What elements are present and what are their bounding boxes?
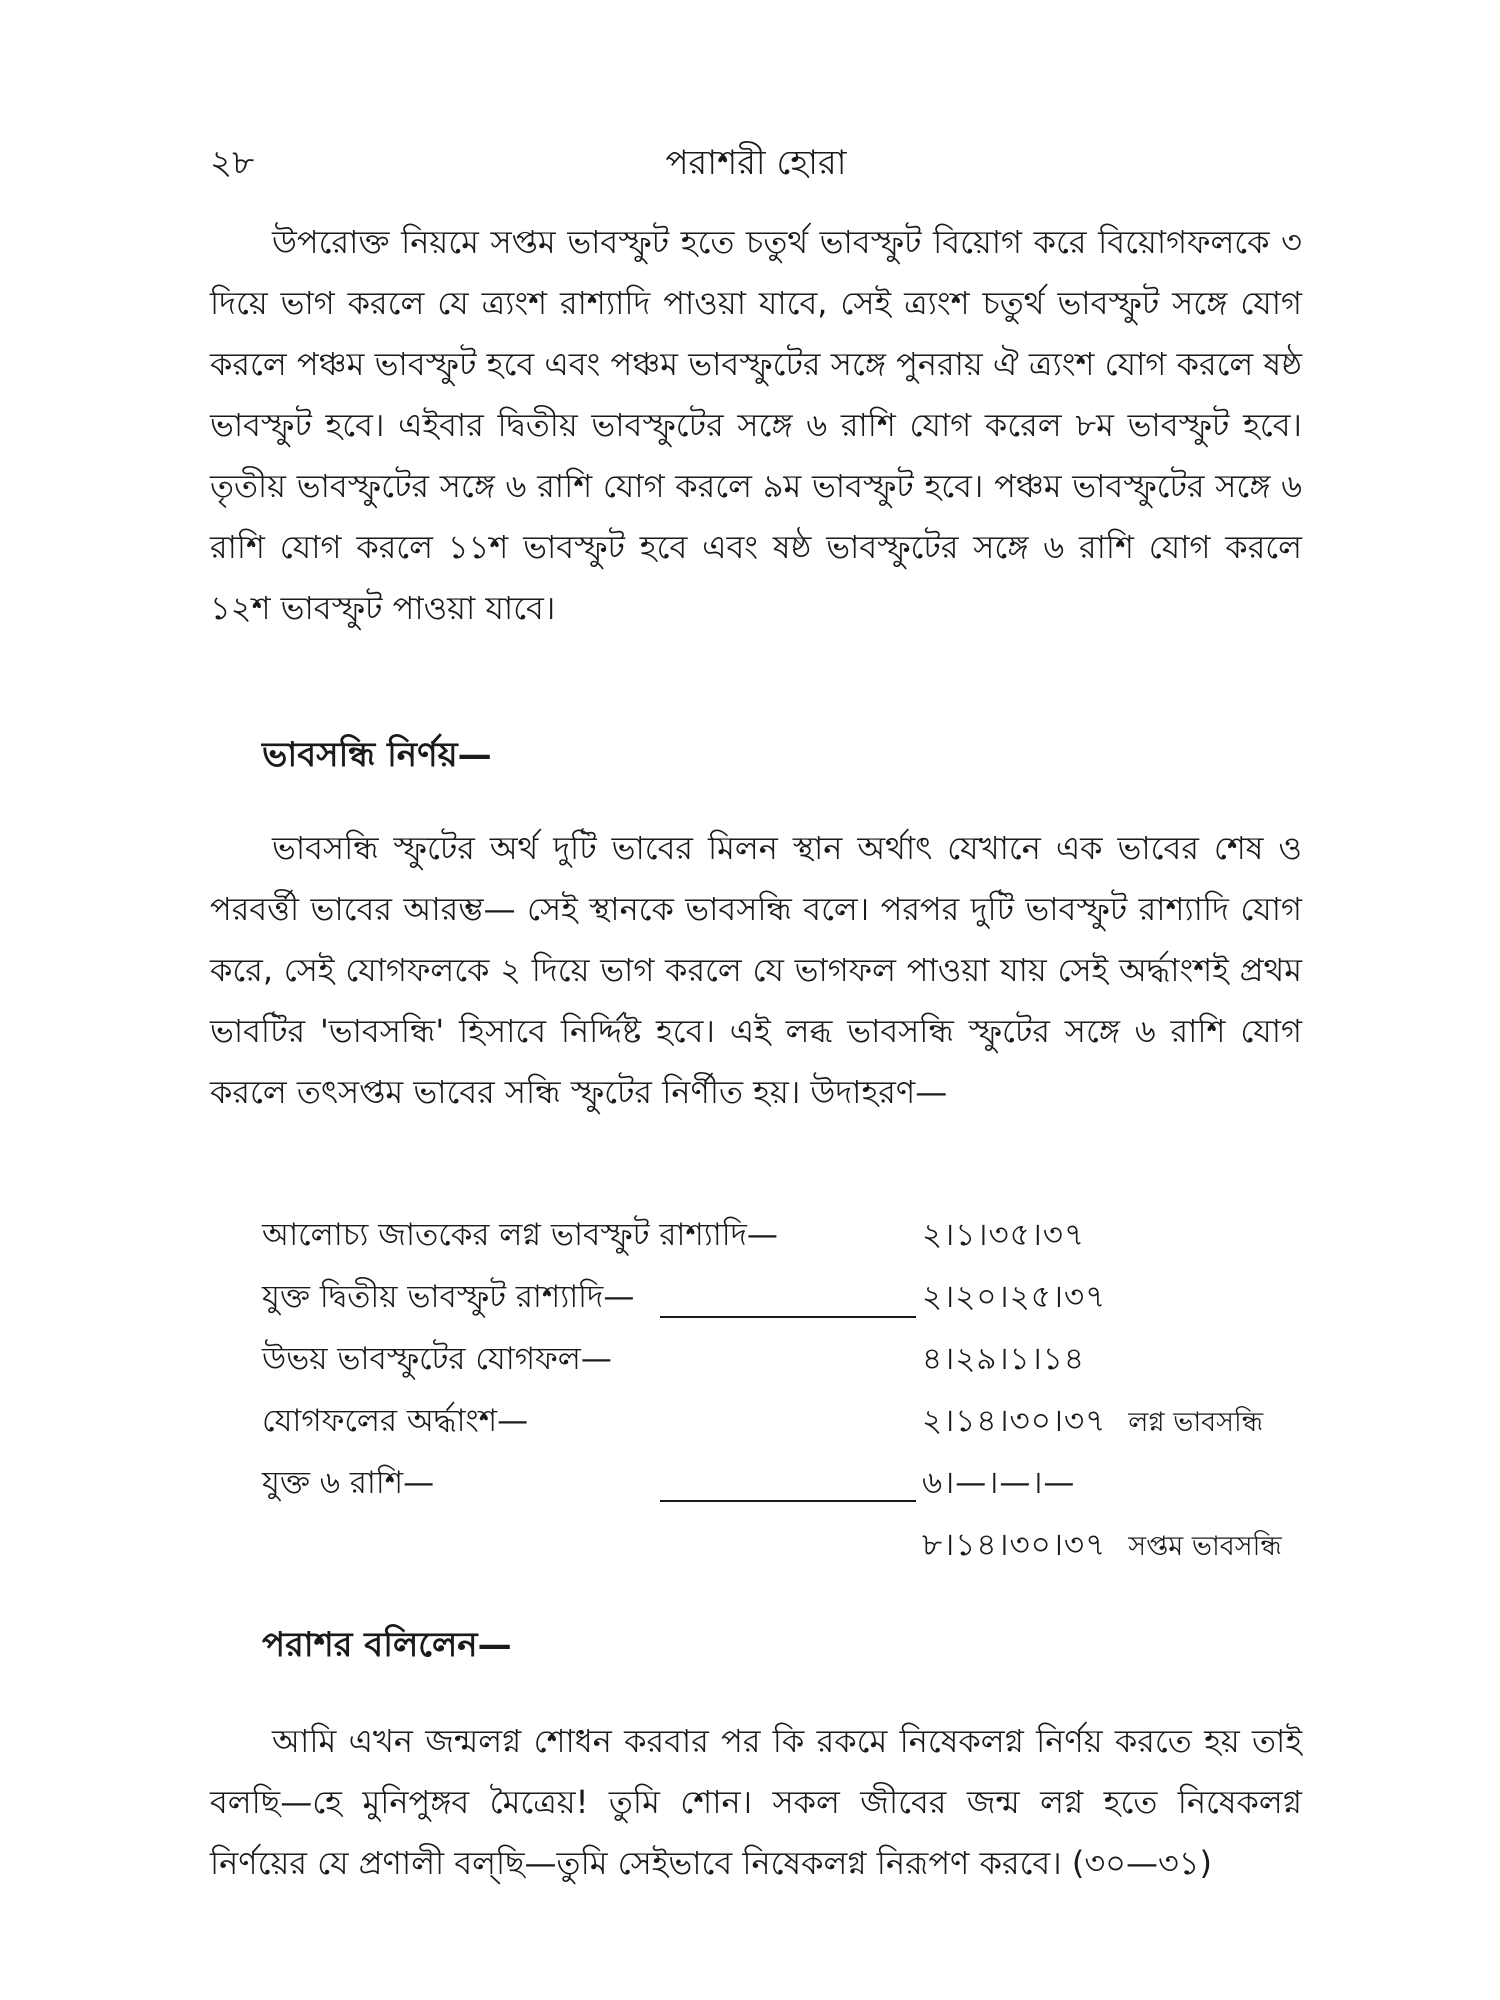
running-title: পরাশরী হোরা bbox=[665, 143, 847, 183]
calc-note-lagna-bhavasandhi: লগ্ন ভাবসন্ধি bbox=[1128, 1407, 1264, 1438]
paragraph-intro: উপরোক্ত নিয়মে সপ্তম ভাবস্ফুট হতে চতুর্থ ভাবস্ফুট বিয়োগ করে বিয়োগফলকে ৩ দিয়ে ভাগ করলে যে ত্র্যংশ রাশ্যাদি পাওয়া যাবে, সেই ত্র্যংশ চতুর্থ ভাবস্ফুট সঙ্গে যোগ করলে পঞ্চম ভাবস্ফুট হবে এবং পঞ্চম ভাবস্ফুটের সঙ্গে পুনরায় ঐ ত্র্যংশ যোগ করলে ষষ্ঠ ভাবস্ফুট হবে। এইবার দ্বিতীয় ভাবস্ফুটের সঙ্গে ৬ রাশি যোগ করেল ৮ম ভাবস্ফুট হবে। তৃতীয় ভাবস্ফুটের সঙ্গে ৬ রাশি যোগ করলে ৯ম ভাবস্ফুট হবে। পঞ্চম ভাবস্ফুটের সঙ্গে ৬ রাশি যোগ করলে ১১শ ভাবস্ফুট হবে এবং ষষ্ঠ ভাবস্ফুটের সঙ্গে ৬ রাশি যোগ করলে ১২শ ভাবস্ফুট পাওয়া যাবে। bbox=[210, 223, 1302, 627]
paragraph-bhavasandhi: ভাবসন্ধি স্ফুটের অর্থ দুটি ভাবের মিলন স্থান অর্থাৎ যেখানে এক ভাবের শেষ ও পরবর্ত্তী ভাবের আরম্ভ— সেই স্থানকে ভাবসন্ধি বলে। পরপর দুটি ভাবস্ফুট রাশ্যাদি যোগ করে, সেই যোগফলকে ২ দিয়ে ভাগ করলে যে ভাগফল পাওয়া যায় সেই অর্দ্ধাংশই প্রথম ভাবটির 'ভাবসন্ধি' হিসাবে নির্দ্দিষ্ট হবে। এই লব্ধ ভাবসন্ধি স্ফুটের সঙ্গে ৬ রাশি যোগ করলে তৎসপ্তম ভাবের সন্ধি স্ফুটের নির্ণীত হয়। উদাহরণ— bbox=[210, 829, 1302, 1111]
calc-value: ২।২০।২৫।৩৭ bbox=[922, 1279, 1107, 1315]
calc-row bbox=[262, 1204, 1302, 1266]
calc-label: যুক্ত ৬ রাশি— bbox=[262, 1465, 435, 1501]
calc-label: উভয় ভাবস্ফুটের যোগফল— bbox=[262, 1341, 612, 1377]
calc-row bbox=[262, 1452, 1302, 1514]
calc-row bbox=[262, 1266, 1302, 1328]
section-heading-parashar: পরাশর বলিলেন— bbox=[262, 1625, 512, 1665]
calc-value: ২।১।৩৫।৩৭ bbox=[922, 1217, 1086, 1253]
calc-row bbox=[262, 1514, 1302, 1576]
section-heading-bhavasandhi: ভাবসন্ধি নির্ণয়— bbox=[262, 735, 492, 775]
sum-rule bbox=[660, 1316, 916, 1318]
calc-value: ২।১৪।৩০।৩৭ লগ্ন ভাবসন্ধি bbox=[922, 1403, 1264, 1439]
calc-row bbox=[262, 1328, 1302, 1390]
calc-label: যুক্ত দ্বিতীয় ভাবস্ফুট রাশ্যাদি— bbox=[262, 1279, 635, 1315]
calc-label: যোগফলের অর্দ্ধাংশ— bbox=[262, 1403, 529, 1439]
calc-value: ৪।২৯।১।১৪ bbox=[922, 1341, 1085, 1377]
calc-label: আলোচ্য জাতকের লগ্ন ভাবস্ফুট রাশ্যাদি— bbox=[262, 1217, 778, 1253]
paragraph-parashar: আমি এখন জন্মলগ্ন শোধন করবার পর কি রকমে নিষেকলগ্ন নির্ণয় করতে হয় তাই বলছি—হে মুনিপুঙ্গব মৈত্রেয়! তুমি শোন। সকল জীবের জন্ম লগ্ন হতে নিষেকলগ্ন নির্ণয়ের যে প্রণালী বল্‌ছি—তুমি সেইভাবে নিষেকলগ্ন নিরূপণ করবে। (৩০—৩১) bbox=[210, 1722, 1302, 1882]
page-number: ২৮ bbox=[210, 143, 255, 183]
calc-row bbox=[262, 1390, 1302, 1452]
calculation-table bbox=[262, 1204, 1302, 1576]
page-header bbox=[210, 138, 1302, 188]
calc-value: ৬।—।—।— bbox=[922, 1465, 1076, 1501]
calc-value: ৮।১৪।৩০।৩৭ সপ্তম ভাবসন্ধি bbox=[922, 1527, 1282, 1563]
sum-rule bbox=[660, 1500, 916, 1502]
calc-note-saptam-bhavasandhi: সপ্তম ভাবসন্ধি bbox=[1128, 1531, 1282, 1562]
